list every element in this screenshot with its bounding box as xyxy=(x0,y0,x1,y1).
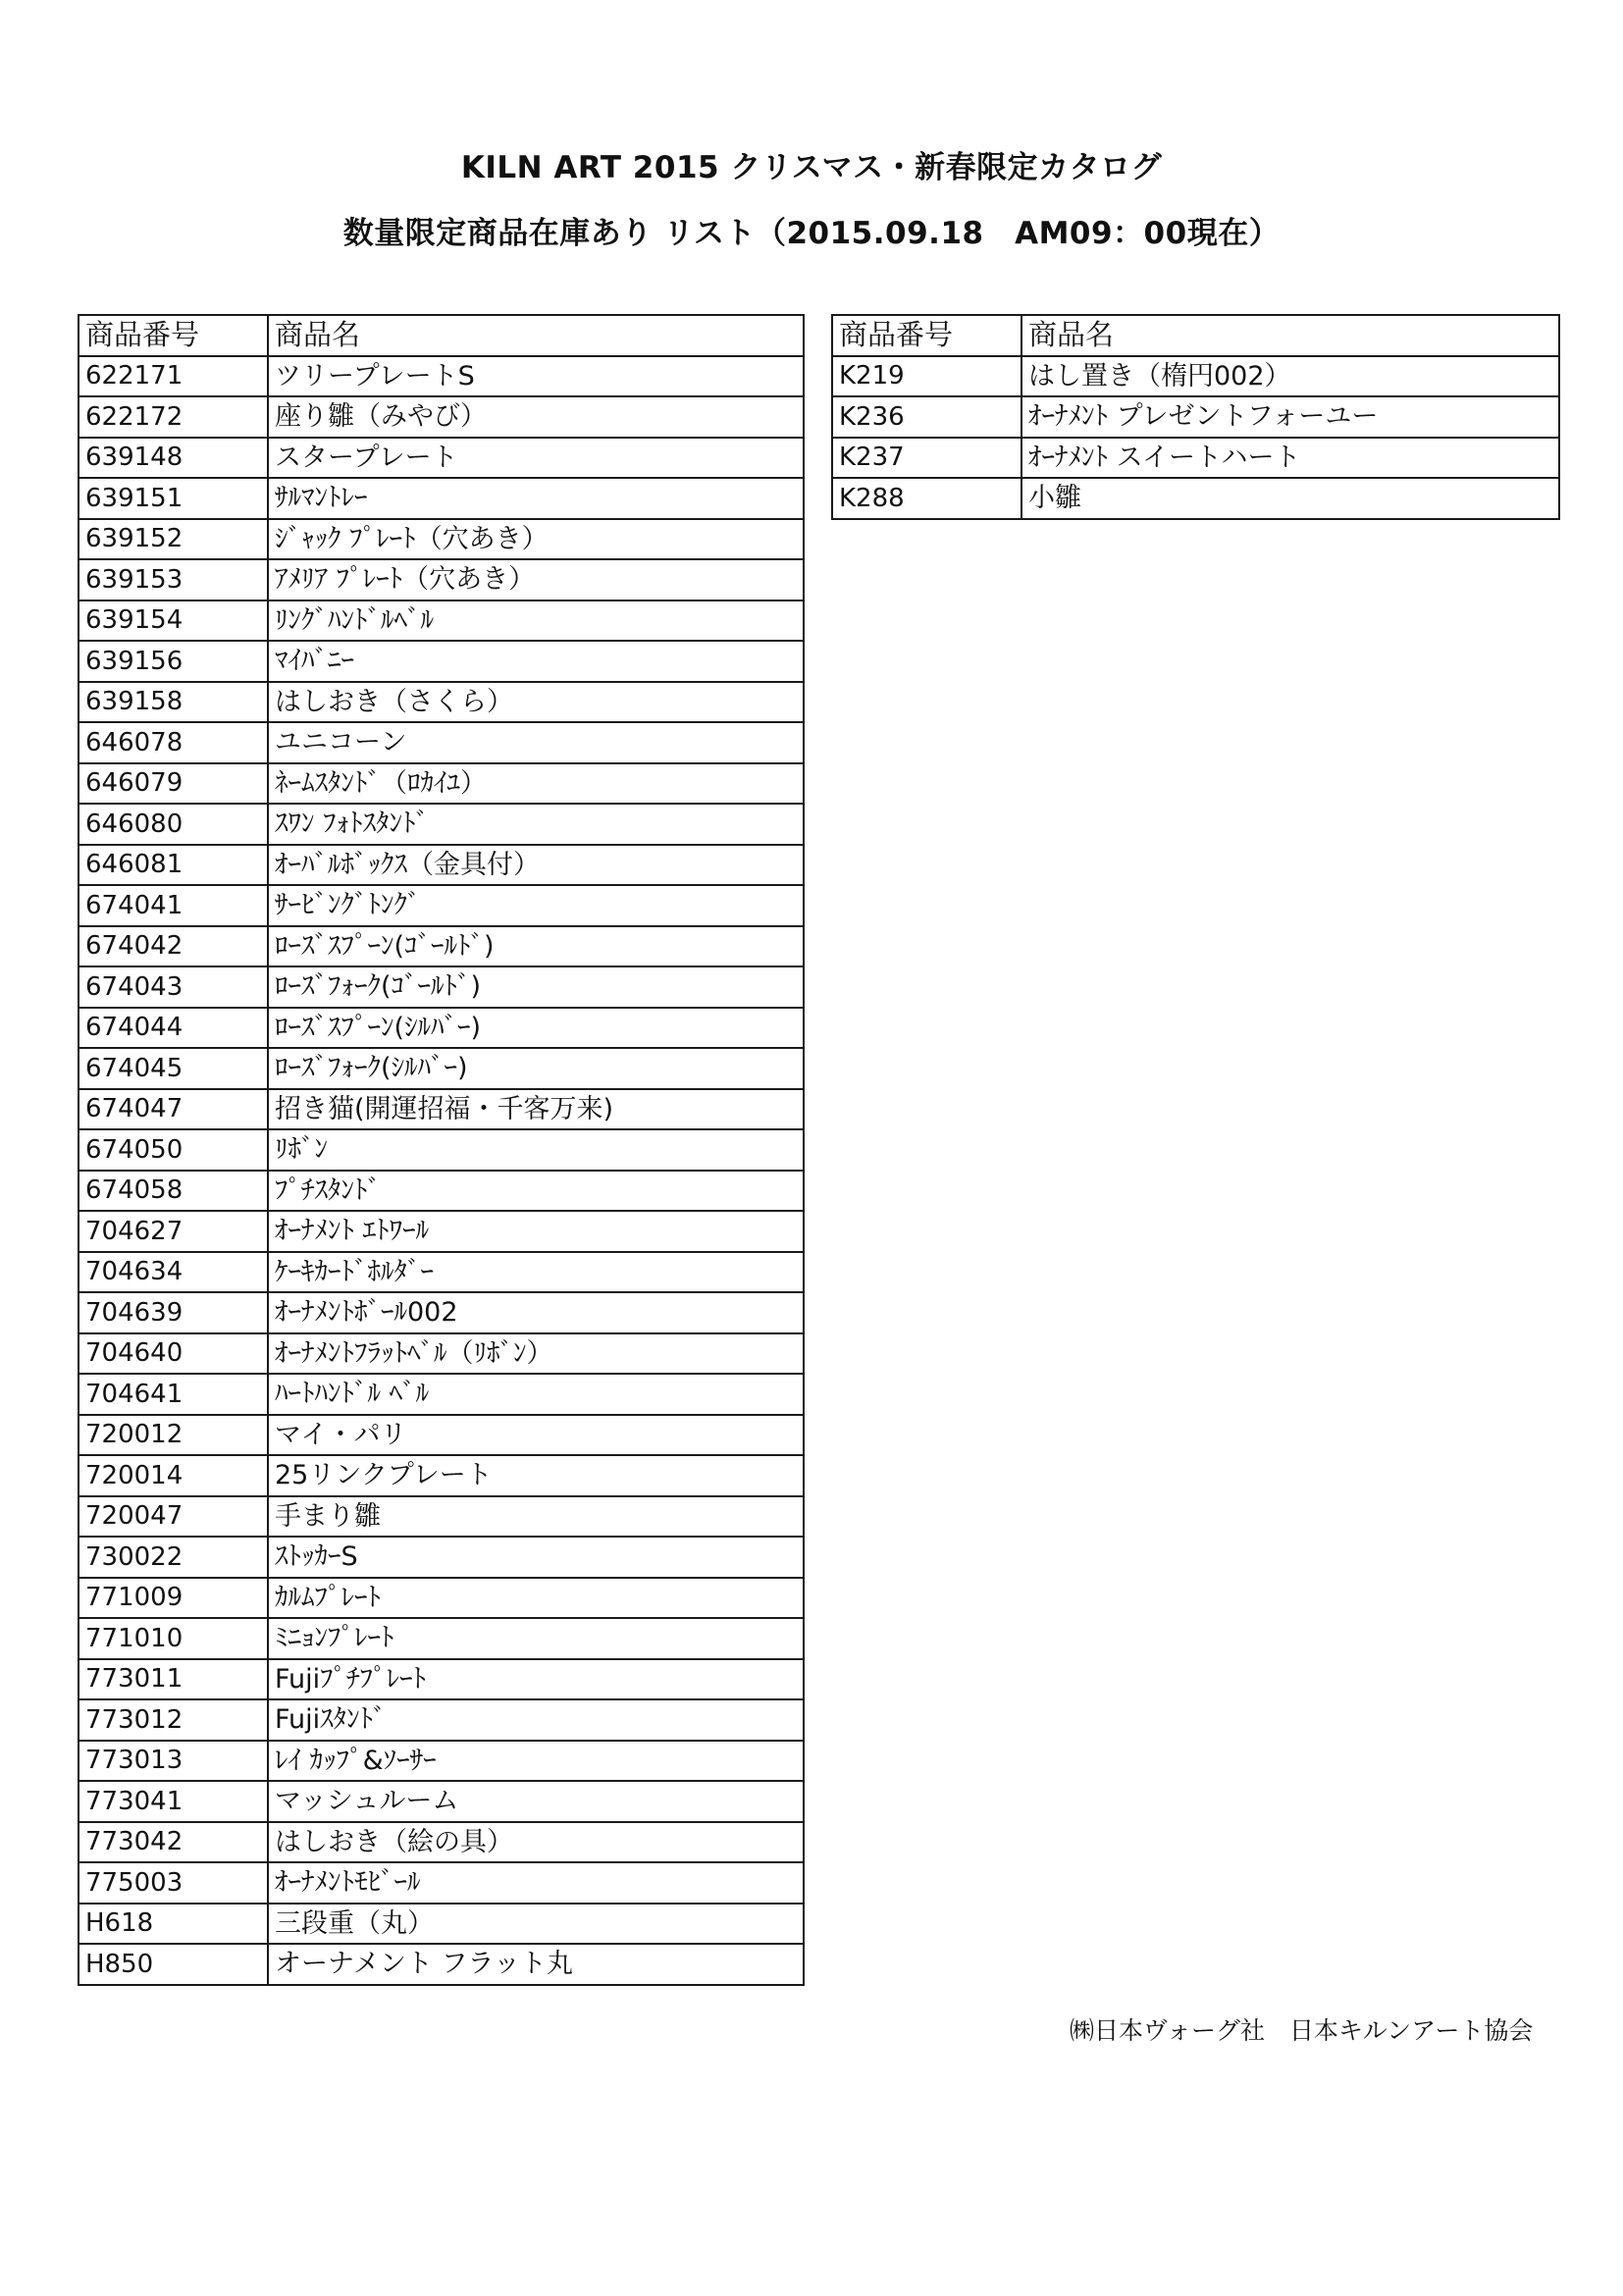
product-name-cell: ｶﾙﾑﾌﾟﾚｰﾄ xyxy=(268,1578,804,1619)
product-number-cell: 704634 xyxy=(79,1252,268,1293)
catalog-title: KILN ART 2015 クリスマス・新春限定カタログ xyxy=(460,150,1163,185)
product-name-cell: ｵｰﾊﾞﾙﾎﾞｯｸｽ（金具付） xyxy=(268,845,804,886)
product-number-cell: 773012 xyxy=(79,1699,268,1741)
right-stock-table xyxy=(831,314,1560,520)
table-row xyxy=(79,722,804,763)
product-name-cell: ツリープレートS xyxy=(268,356,804,397)
table-row xyxy=(79,763,804,805)
table-row xyxy=(79,804,804,845)
product-name-cell: ｼﾞｬｯｸ ﾌﾟﾚｰﾄ（穴あき） xyxy=(268,519,804,560)
product-name-cell: ﾘﾎﾞﾝ xyxy=(268,1129,804,1171)
product-number-cell: 639156 xyxy=(79,641,268,682)
product-name-cell: マイ・パリ xyxy=(268,1415,804,1456)
table-row xyxy=(79,1048,804,1089)
product-name-cell: ユニコーン xyxy=(268,722,804,763)
table-row xyxy=(79,1008,804,1049)
table-row xyxy=(79,1211,804,1252)
product-name-cell: ｹｰｷｶｰﾄﾞﾎﾙﾀﾞｰ xyxy=(268,1252,804,1293)
table-row xyxy=(79,1333,804,1375)
table-row xyxy=(832,356,1559,397)
table-row xyxy=(79,1699,804,1741)
product-number-cell: 639148 xyxy=(79,438,268,479)
product-name-cell: ﾛｰｽﾞﾌｫｰｸ(ｺﾞｰﾙﾄﾞ) xyxy=(268,966,804,1008)
table-row xyxy=(832,478,1559,519)
product-number-cell: 674050 xyxy=(79,1129,268,1171)
product-name-cell: ﾏｲﾊﾞﾆｰ xyxy=(268,641,804,682)
table-row xyxy=(79,438,804,479)
right-table-body xyxy=(832,356,1559,519)
stock-list-subtitle: 数量限定商品在庫あり リスト（2015.09.18 AM09：00現在） xyxy=(342,216,1281,251)
product-number-cell: 771010 xyxy=(79,1618,268,1659)
table-row xyxy=(79,396,804,438)
product-name-cell: はしおき（絵の具） xyxy=(268,1822,804,1863)
product-number-cell: 646079 xyxy=(79,763,268,805)
product-number-cell: 771009 xyxy=(79,1578,268,1619)
product-number-cell: 704641 xyxy=(79,1374,268,1415)
product-number-cell: 622171 xyxy=(79,356,268,397)
product-name-cell: 手まり雛 xyxy=(268,1496,804,1538)
table-row xyxy=(79,926,804,967)
table-row xyxy=(79,356,804,397)
table-row xyxy=(79,600,804,642)
product-number-cell: 674047 xyxy=(79,1089,268,1130)
table-row xyxy=(832,396,1559,438)
table-row xyxy=(79,1904,804,1945)
product-number-cell: 704627 xyxy=(79,1211,268,1252)
left-stock-table xyxy=(78,314,805,1986)
table-row xyxy=(79,1578,804,1619)
product-name-cell: ｽﾄｯｶｰS xyxy=(268,1537,804,1578)
product-number-cell: K219 xyxy=(832,356,1021,397)
table-row xyxy=(79,1944,804,1985)
table-row xyxy=(79,559,804,600)
product-number-cell: 674045 xyxy=(79,1048,268,1089)
product-name-cell: オーナメント フラット丸 xyxy=(268,1944,804,1985)
product-name-cell: ｵｰﾅﾒﾝﾄ スイートハート xyxy=(1021,438,1559,479)
table-row xyxy=(79,1415,804,1456)
table-header-row xyxy=(79,315,804,356)
product-name-cell: ﾚｲ ｶｯﾌﾟ&ｿｰｻｰ xyxy=(268,1741,804,1782)
table-row xyxy=(79,1129,804,1171)
product-number-cell: 674044 xyxy=(79,1008,268,1049)
product-number-cell: 674058 xyxy=(79,1171,268,1212)
table-row xyxy=(79,1741,804,1782)
product-name-cell: ｽﾜﾝ ﾌｫﾄｽﾀﾝﾄﾞ xyxy=(268,804,804,845)
product-number-cell: 773042 xyxy=(79,1822,268,1863)
table-row xyxy=(79,1822,804,1863)
header-product-number: 商品番号 xyxy=(832,315,1021,356)
product-number-cell: 622172 xyxy=(79,396,268,438)
product-number-cell: K237 xyxy=(832,438,1021,479)
product-name-cell: ｻﾙﾏﾝﾄﾚｰ xyxy=(268,478,804,519)
product-name-cell: 招き猫(開運招福・千客万来) xyxy=(268,1089,804,1130)
product-number-cell: K288 xyxy=(832,478,1021,519)
product-number-cell: 674042 xyxy=(79,926,268,967)
product-number-cell: 674041 xyxy=(79,885,268,926)
product-number-cell: H618 xyxy=(79,1904,268,1945)
header-product-name: 商品名 xyxy=(1021,315,1559,356)
product-name-cell: 三段重（丸） xyxy=(268,1904,804,1945)
product-name-cell: ｵｰﾅﾒﾝﾄ プレゼントフォーユー xyxy=(1021,396,1559,438)
table-row xyxy=(79,519,804,560)
product-name-cell: ｵｰﾅﾒﾝﾄ ｴﾄﾜｰﾙ xyxy=(268,1211,804,1252)
product-number-cell: 646080 xyxy=(79,804,268,845)
product-name-cell: 小雛 xyxy=(1021,478,1559,519)
product-number-cell: 730022 xyxy=(79,1537,268,1578)
product-name-cell: Fujiｽﾀﾝﾄﾞ xyxy=(268,1699,804,1741)
product-name-cell: ｱﾒﾘｱ ﾌﾟﾚｰﾄ（穴あき） xyxy=(268,559,804,600)
product-number-cell: 646078 xyxy=(79,722,268,763)
product-name-cell: 25リンクプレート xyxy=(268,1455,804,1496)
product-name-cell: マッシュルーム xyxy=(268,1781,804,1822)
table-row xyxy=(79,1862,804,1904)
product-name-cell: はしおき（さくら） xyxy=(268,682,804,723)
product-number-cell: 720047 xyxy=(79,1496,268,1538)
table-row xyxy=(79,1292,804,1333)
product-name-cell: Fujiﾌﾟﾁﾌﾟﾚｰﾄ xyxy=(268,1659,804,1700)
product-number-cell: 773011 xyxy=(79,1659,268,1700)
product-number-cell: 639154 xyxy=(79,600,268,642)
product-number-cell: 674043 xyxy=(79,966,268,1008)
product-number-cell: 704639 xyxy=(79,1292,268,1333)
table-row xyxy=(79,478,804,519)
product-name-cell: 座り雛（みやび） xyxy=(268,396,804,438)
table-row xyxy=(79,966,804,1008)
product-number-cell: 639152 xyxy=(79,519,268,560)
left-table-body xyxy=(79,356,804,1985)
product-name-cell: ｵｰﾅﾒﾝﾄﾌﾗｯﾄﾍﾞﾙ（ﾘﾎﾞﾝ） xyxy=(268,1333,804,1375)
product-name-cell: ﾈｰﾑｽﾀﾝﾄﾞ（ﾛｶｲﾕ） xyxy=(268,763,804,805)
table-row xyxy=(79,641,804,682)
product-name-cell: ﾛｰｽﾞﾌｫｰｸ(ｼﾙﾊﾞｰ) xyxy=(268,1048,804,1089)
product-name-cell: ｵｰﾅﾒﾝﾄﾎﾞｰﾙ002 xyxy=(268,1292,804,1333)
table-row xyxy=(79,885,804,926)
product-name-cell: ﾐﾆｮﾝﾌﾟﾚｰﾄ xyxy=(268,1618,804,1659)
product-name-cell: ｵｰﾅﾒﾝﾄﾓﾋﾞｰﾙ xyxy=(268,1862,804,1904)
product-number-cell: 704640 xyxy=(79,1333,268,1375)
table-row xyxy=(79,1781,804,1822)
product-number-cell: 773041 xyxy=(79,1781,268,1822)
product-name-cell: ｻｰﾋﾞﾝｸﾞﾄﾝｸﾞ xyxy=(268,885,804,926)
product-name-cell: ﾘﾝｸﾞﾊﾝﾄﾞﾙﾍﾞﾙ xyxy=(268,600,804,642)
table-header-row xyxy=(832,315,1559,356)
product-name-cell: スタープレート xyxy=(268,438,804,479)
header-product-name: 商品名 xyxy=(268,315,804,356)
product-number-cell: 773013 xyxy=(79,1741,268,1782)
table-row xyxy=(79,1374,804,1415)
table-row xyxy=(79,1252,804,1293)
table-row xyxy=(79,1171,804,1212)
product-number-cell: 720014 xyxy=(79,1455,268,1496)
product-name-cell: ﾛｰｽﾞｽﾌﾟｰﾝ(ｺﾞｰﾙﾄﾞ) xyxy=(268,926,804,967)
product-name-cell: はし置き（楕円002） xyxy=(1021,356,1559,397)
product-number-cell: H850 xyxy=(79,1944,268,1985)
table-row xyxy=(79,1089,804,1130)
table-row xyxy=(79,1659,804,1700)
header-product-number: 商品番号 xyxy=(79,315,268,356)
product-name-cell: ﾌﾟﾁｽﾀﾝﾄﾞ xyxy=(268,1171,804,1212)
product-name-cell: ﾛｰｽﾞｽﾌﾟｰﾝ(ｼﾙﾊﾞｰ) xyxy=(268,1008,804,1049)
table-row xyxy=(832,438,1559,479)
table-row xyxy=(79,1537,804,1578)
product-number-cell: 639158 xyxy=(79,682,268,723)
table-row xyxy=(79,682,804,723)
product-number-cell: 639151 xyxy=(79,478,268,519)
product-number-cell: 639153 xyxy=(79,559,268,600)
product-name-cell: ﾊｰﾄﾊﾝﾄﾞﾙ ﾍﾞﾙ xyxy=(268,1374,804,1415)
product-number-cell: 775003 xyxy=(79,1862,268,1904)
product-number-cell: 646081 xyxy=(79,845,268,886)
table-row xyxy=(79,845,804,886)
publisher-credit: ㈱日本ヴォーグ社 日本キルンアート協会 xyxy=(1070,2016,1534,2045)
product-number-cell: K236 xyxy=(832,396,1021,438)
table-row xyxy=(79,1455,804,1496)
product-number-cell: 720012 xyxy=(79,1415,268,1456)
table-row xyxy=(79,1496,804,1538)
table-row xyxy=(79,1618,804,1659)
